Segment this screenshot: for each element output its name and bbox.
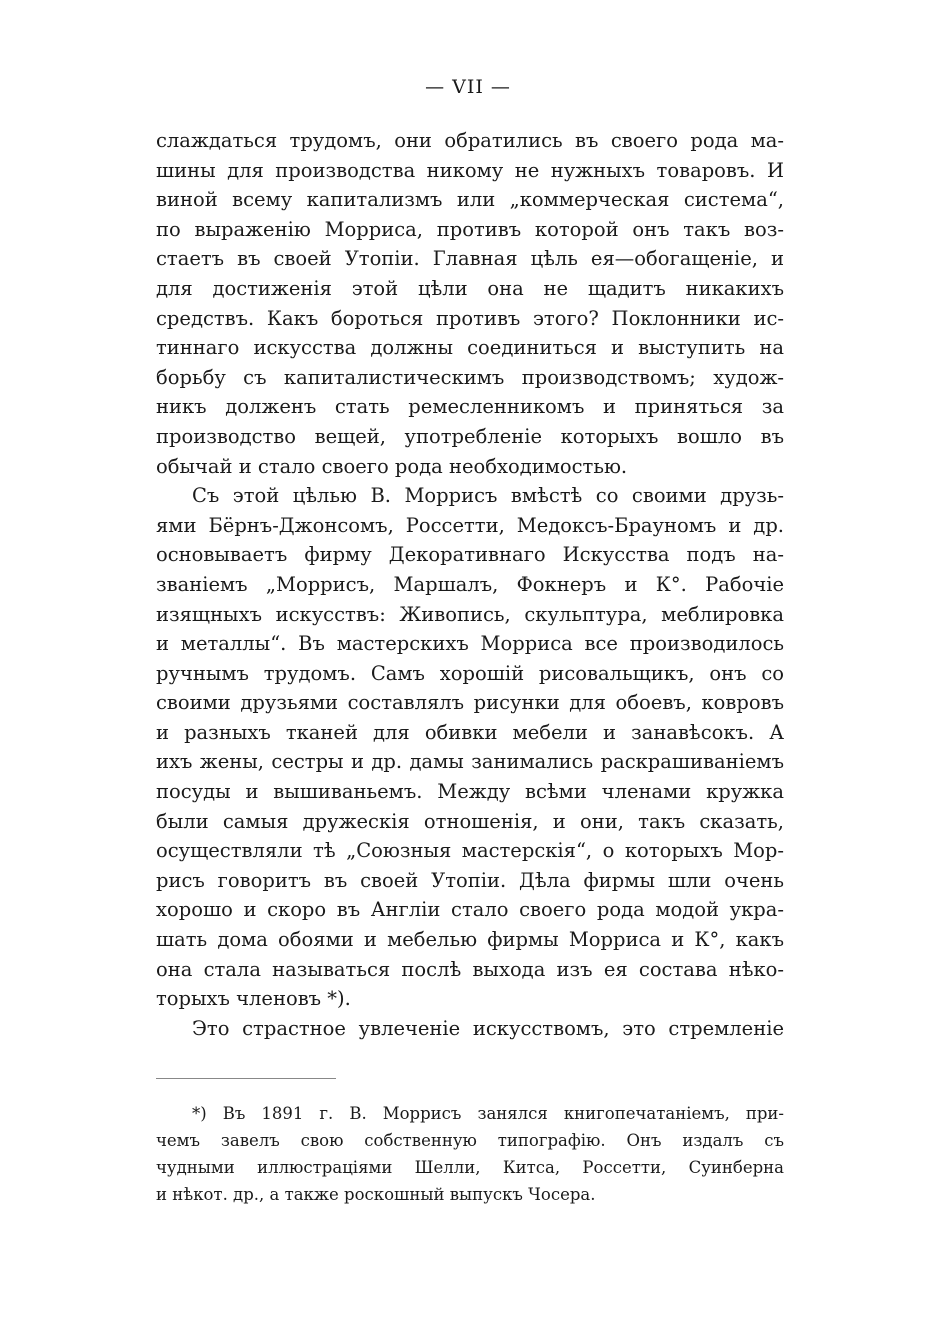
text-line: Это страстное увлеченіе искусствомъ, это стремленіе <box>192 1016 784 1040</box>
text-line: виной всему капитализмъ или „коммерческая система“, <box>156 188 784 212</box>
footnote-line: чемъ завелъ свою собственную типографію. Онъ издалъ съ <box>156 1131 784 1150</box>
text-line: и разныхъ тканей для обивки мебели и занавѣсокъ. А <box>156 720 784 744</box>
text-line: изящныхъ искусствъ: Живопись, скульптура, меблировка <box>156 602 784 626</box>
text-line: стаетъ въ своей Утопіи. Главная цѣль ея—обогащеніе, и <box>156 247 784 271</box>
text-line: производство вещей, употребленіе которыхъ вошло въ <box>156 424 784 448</box>
paragraph-1 <box>156 126 784 481</box>
text-line: никъ долженъ стать ремесленникомъ и приняться за <box>156 395 784 419</box>
text-line: она стала называться послѣ выхода изъ ея состава нѣко- <box>156 957 784 981</box>
text-line: для достиженія этой цѣли она не щадитъ никакихъ <box>156 276 784 300</box>
footnote <box>156 1100 784 1208</box>
text-line: по выраженію Морриса, противъ которой онъ такъ воз- <box>156 217 784 241</box>
text-line: рисъ говоритъ въ своей Утопіи. Дѣла фирмы шли очень <box>156 868 784 892</box>
body-text <box>156 126 784 1043</box>
text-line: хорошо и скоро въ Англіи стало своего рода модой укра- <box>156 898 784 922</box>
text-line: были самыя дружескія отношенія, и они, такъ сказать, <box>156 809 784 833</box>
footnote-line: и нѣкот. др., а также роскошный выпускъ Чосера. <box>156 1185 596 1204</box>
footnote-line: *) Въ 1891 г. В. Моррисъ занялся книгопечатаніемъ, при- <box>192 1104 784 1123</box>
paragraph-3 <box>156 1014 784 1044</box>
text-line: обычай и стало своего рода необходимостью. <box>156 454 628 478</box>
text-line: средствъ. Какъ бороться противъ этого? Поклонники ис- <box>156 306 784 330</box>
footnote-line: чудными иллюстраціями Шелли, Китса, Россетти, Суинберна <box>156 1158 784 1177</box>
text-line: ихъ жены, сестры и др. дамы занимались раскрашиваніемъ <box>156 750 784 774</box>
text-line: ручнымъ трудомъ. Самъ хорошій рисовальщикъ, онъ со <box>156 661 784 685</box>
text-line: званіемъ „Моррисъ, Маршалъ, Фокнеръ и К°. Рабочіе <box>156 572 784 596</box>
text-line: шины для производства никому не нужныхъ товаровъ. И <box>156 158 784 182</box>
text-line: ями Бёрнъ-Джонсомъ, Россетти, Медоксъ-Брауномъ и др. <box>156 513 784 537</box>
text-line: торыхъ членовъ *). <box>156 987 351 1011</box>
footnote-divider <box>156 1078 336 1079</box>
text-line: посуды и вышиваньемъ. Между всѣми членами кружка <box>156 780 784 804</box>
text-line: тиннаго искусства должны соединиться и выступить на <box>156 336 784 360</box>
text-line: своими друзьями составлялъ рисунки для обоевъ, ковровъ <box>156 691 784 715</box>
page-number: — VII — <box>425 76 511 98</box>
text-line: шать дома обоями и мебелью фирмы Морриса и К°, какъ <box>156 928 784 952</box>
text-line: Съ этой цѣлью В. Моррисъ вмѣстѣ со своими друзь- <box>192 484 784 508</box>
text-line: борьбу съ капиталистическимъ производствомъ; худож- <box>156 365 784 389</box>
text-line: осуществляли тѣ „Союзныя мастерскія“, о которыхъ Мор- <box>156 839 784 863</box>
text-line: основываетъ фирму Декоративнаго Искусства подъ на- <box>156 543 784 567</box>
text-line: и металлы“. Въ мастерскихъ Морриса все производилось <box>156 632 784 656</box>
paragraph-2 <box>156 481 784 1014</box>
text-line: слаждаться трудомъ, они обратились въ своего рода ма- <box>156 129 784 152</box>
